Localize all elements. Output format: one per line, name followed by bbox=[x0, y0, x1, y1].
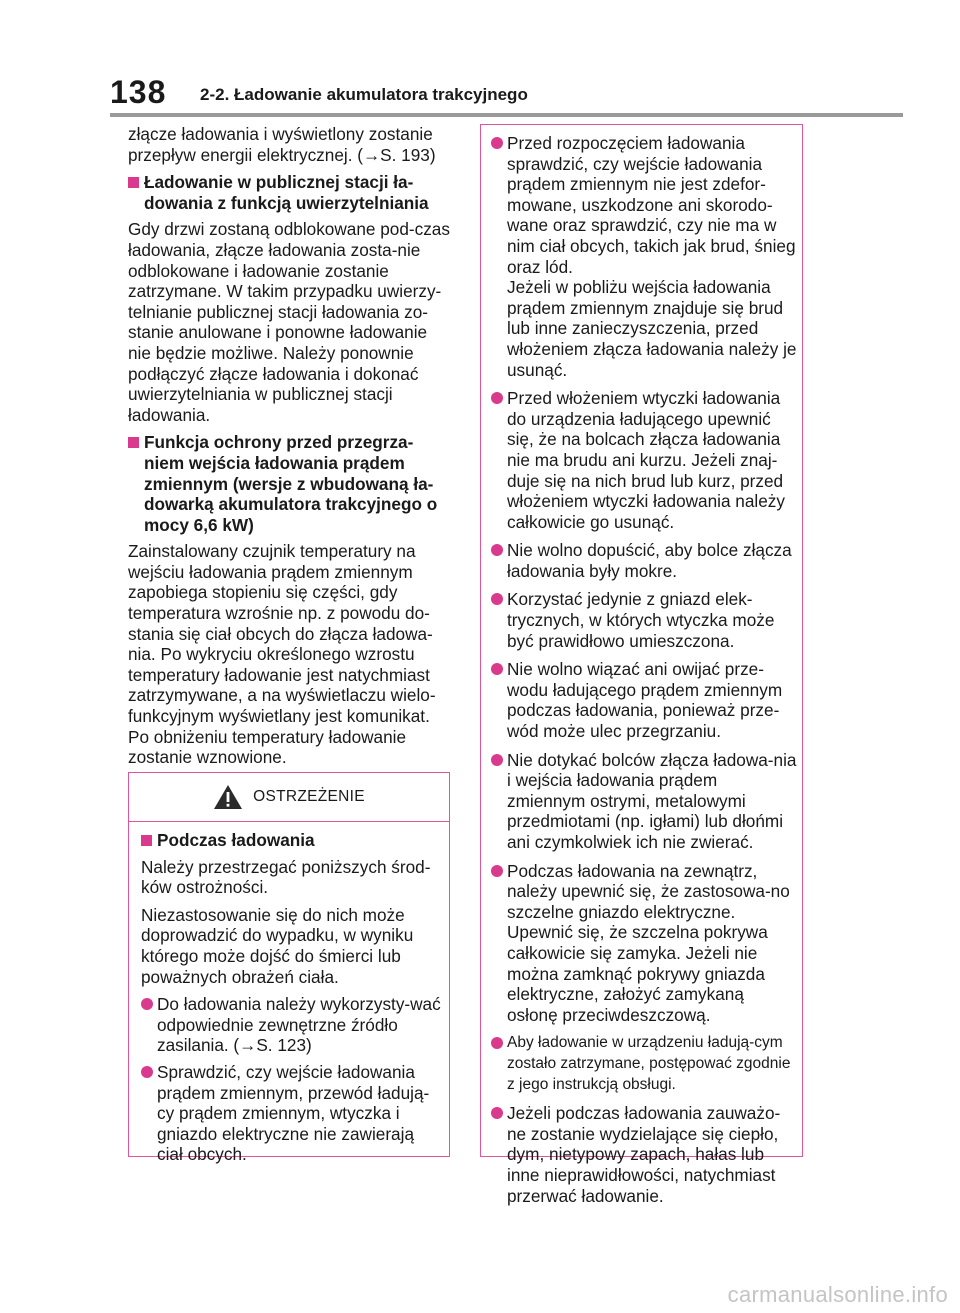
watermark: carmanualsonline.info bbox=[727, 1282, 948, 1307]
header-divider bbox=[110, 113, 903, 117]
warning-header bbox=[129, 773, 449, 822]
bullet-text: Jeżeli podczas ładowania zauważo-ne zostanie wydzielające się ciepło, dym, nietypowy zapach, hałas lub inne nieprawidłowości, natychmiast przerwać ładowanie. bbox=[507, 1103, 781, 1206]
round-bullet-icon bbox=[491, 544, 503, 556]
intro-paragraph: złącze ładowania i wyświetlony zostanie przepływ energii elektrycznej. (→S. 193) bbox=[128, 124, 436, 165]
warning-bullet bbox=[491, 133, 798, 380]
round-bullet-icon bbox=[491, 593, 503, 605]
round-bullet-icon bbox=[491, 137, 503, 149]
subheading-text: Podczas ładowania bbox=[157, 830, 315, 850]
square-bullet-icon bbox=[128, 437, 139, 448]
warning-paragraph-2: Niezastosowanie się do nich może doprowadzić do wypadku, w wyniku którego może dojść do śmierci lub poważnych obrażeń ciała. bbox=[141, 904, 414, 987]
bullet-text: Aby ładowanie w urządzeniu ładują-cym zostało zatrzymane, postępować zgodnie z jego instrukcją obsługi. bbox=[507, 1034, 791, 1093]
warning-box bbox=[128, 772, 450, 1165]
warning-title: OSTRZEŻENIE bbox=[253, 787, 365, 805]
subheading-text: Funkcja ochrony przed przegrza-niem wejścia ładowania prądem zmiennym (wersje z wbudowaną ła-dowarką akumulatora trakcyjnego o mocy 6,6 kW) bbox=[144, 432, 438, 535]
round-bullet-icon bbox=[141, 998, 153, 1010]
warning-bullet bbox=[491, 861, 798, 1026]
round-bullet-icon bbox=[491, 754, 503, 766]
page-number: 138 bbox=[110, 74, 167, 110]
warning-bullet bbox=[491, 1033, 798, 1095]
round-bullet-icon bbox=[491, 1037, 503, 1049]
subheading-text: Ładowanie w publicznej stacji ła-dowania z funkcją uwierzytelniania bbox=[144, 172, 429, 213]
warning-continuation-box bbox=[480, 124, 803, 1206]
bullet-text: Nie wolno wiązać ani owijać prze-wodu ładującego prądem zmiennym podczas ładowania, ponieważ prze-wód może ulec przegrzaniu. bbox=[507, 659, 783, 742]
bullet-text: Do ładowania należy wykorzysty-wać odpowiednie zewnętrzne źródło zasilania. (→S. 123) bbox=[157, 994, 441, 1056]
warning-subheading bbox=[141, 830, 441, 851]
warning-bullet bbox=[491, 1103, 798, 1206]
warning-body bbox=[129, 822, 449, 1165]
bullet-text: Przed włożeniem wtyczki ładowania do urządzenia ładującego upewnić się, że na bolcach złącza ładowania nie ma brudu ani kurzu. Jeżeli znaj-duje się na nich brud lub kurz, przed włożeniem wtyczki ładowania należy całkowicie go usunąć. bbox=[507, 388, 785, 532]
round-bullet-icon bbox=[141, 1066, 153, 1078]
bullet-text: Przed rozpoczęciem ładowania sprawdzić, czy wejście ładowania prądem zmiennym nie jest zdefor-mowane, uszkodzone ani skorodo-wane oraz sprawdzić, czy nie ma w nim ciał obcych, takich jak brud, śnieg oraz lód. Jeżeli w pobliżu wejścia ładowania prądem zmiennym znajduje się brud lub inne zanieczyszczenia, przed włożeniem złącza ładowania należy je usunąć. bbox=[507, 133, 797, 380]
section-title: 2-2. Ładowanie akumulatora trakcyjnego bbox=[200, 85, 528, 104]
left-column bbox=[128, 124, 452, 775]
bullet-text: Nie wolno dopuścić, aby bolce złącza ładowania były mokre. bbox=[507, 540, 792, 581]
bullet-text: Sprawdzić, czy wejście ładowania prądem zmiennym, przewód ładują-cy prądem zmiennym, wtyczka i gniazdo elektryczne nie zawierają ciał obcych. bbox=[157, 1061, 430, 1165]
warning-bullet bbox=[141, 1062, 441, 1165]
bullet-text: Podczas ładowania na zewnątrz, należy upewnić się, że zastosowa-no szczelne gniazdo elektryczne. Upewnić się, że szczelna pokrywa całkowicie się zamyka. Jeżeli nie można zamknąć pokrywy gniazda elektryczne, założyć zamykaną osłonę przeciwdeszczową. bbox=[507, 860, 790, 1025]
warning-bullet bbox=[491, 540, 798, 581]
warning-bullet bbox=[141, 994, 441, 1056]
warning-bullet bbox=[491, 589, 798, 651]
warning-bullet bbox=[491, 750, 798, 853]
round-bullet-icon bbox=[491, 1107, 503, 1119]
warning-paragraph-1: Należy przestrzegać poniższych środ-ków ostrożności. bbox=[141, 856, 431, 898]
public-station-paragraph: Gdy drzwi zostaną odblokowane pod-czas ładowania, złącze ładowania zosta-nie odblokowane i ładowanie zostanie zatrzymane. W takim przypadku uwierzy-telnianie publicznej stacji ładowania zo-stanie anulowane i ponowne ładowanie nie będzie możliwe. Należy ponownie podłączyć złącze ładowania i dokonać uwierzytelniania w publicznej stacji ładowania. bbox=[128, 219, 450, 425]
square-bullet-icon bbox=[141, 835, 152, 846]
bullet-text: Korzystać jedynie z gniazd elek-trycznych, w których wtyczka może być prawidłowo umieszczona. bbox=[507, 589, 775, 651]
warning-bullet bbox=[491, 659, 798, 741]
subheading-public-station bbox=[128, 172, 452, 213]
warning-bullet bbox=[491, 388, 798, 532]
bullet-text: Nie dotykać bolców złącza ładowa-nia i wejścia ładowania prądem zmiennym ostrymi, metalowymi przedmiotami (np. igłami) lub dłońmi ani czymkolwiek ich nie zwierać. bbox=[507, 749, 797, 852]
warning-triangle-icon bbox=[213, 784, 243, 810]
round-bullet-icon bbox=[491, 865, 503, 877]
subheading-overheat-protection bbox=[128, 432, 452, 535]
overheat-paragraph: Zainstalowany czujnik temperatury na wejściu ładowania prądem zmiennym zapobiega stopieniu się części, gdy temperatura wzrośnie np. z powodu do-stania się ciał obcych do złącza ładowa-nia. Po wykryciu określonego wzrostu temperatury ładowanie jest natychmiast zatrzymywane, a na wyświetlaczu wielo-funkcyjnym wyświetlany jest komunikat. Po obniżeniu temperatury ładowanie zostanie wznowione. bbox=[128, 541, 436, 768]
page-header bbox=[0, 0, 960, 118]
round-bullet-icon bbox=[491, 663, 503, 675]
square-bullet-icon bbox=[128, 177, 139, 188]
round-bullet-icon bbox=[491, 392, 503, 404]
